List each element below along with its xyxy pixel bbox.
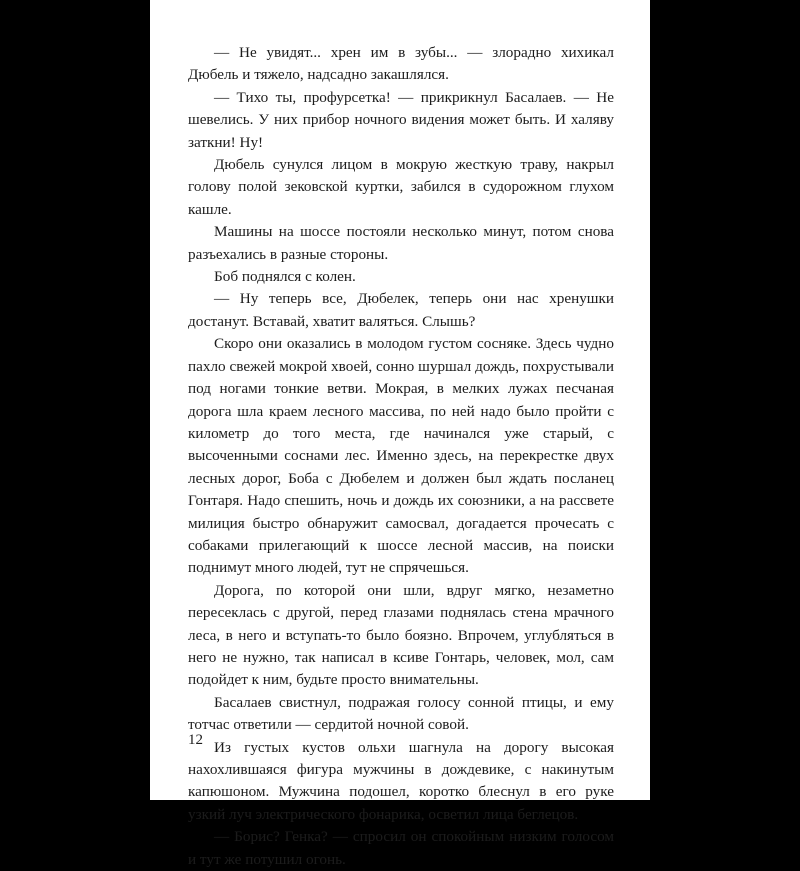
paragraph: — Не увидят... хрен им в зубы... — злорадно хихикал Дюбель и тяжело, надсадно закашлялся. bbox=[188, 44, 614, 84]
paragraph: Скоро они оказались в молодом густом сосняке. Здесь чудно пахло свежей мокрой хвоей, сонно шуршал дождь, похрустывали под ногами тонкие ветви. Мокрая, в мелких лужах песчаная дорога шла краем лесного массива, по ней надо было пройти с километр до того места, где начинался уже старый, с высоченными соснами лес. Именно здесь, на перекрестке двух лесных дорог, Боба с Дюбелем и должен был ждать посланец Гонтаря. Надо спешить, ночь и дождь их союзники, а на рассвете милиция быстро обнаружит самосвал, догадается прочесать с собаками прилегающий к шоссе лесной массив, на поиски поднимут много людей, тут не спрячешься. bbox=[188, 335, 614, 577]
paragraph: Из густых кустов ольхи шагнула на дорогу высокая нахохлившаяся фигура мужчины в дождевике, с накинутым капюшоном. Мужчина подошел, коротко блеснул в его руке узкий луч электрического фонарика, осветил лица беглецов. bbox=[188, 738, 614, 823]
page-body-text bbox=[188, 42, 614, 871]
paragraph: Дюбель сунулся лицом в мокрую жесткую траву, накрыл голову полой зековской куртки, забился в судорожном глухом кашле. bbox=[188, 156, 614, 218]
paragraph: — Борис? Генка? — спросил он спокойным низким голосом и тут же потушил огонь. bbox=[188, 828, 614, 868]
paragraph: Боб поднялся с колен. bbox=[214, 268, 356, 286]
paragraph: Дорога, по которой они шли, вдруг мягко, незаметно пересеклась с другой, перед глазами поднялась стена мрачного леса, в него и вступать-то было боязно. Впрочем, углубляться в него не нужно, так написал в ксиве Гонтарь, человек, мол, сам подойдет к ним, будьте просто внимательны. bbox=[188, 581, 614, 689]
paragraph: Машины на шоссе постояли несколько минут, потом снова разъехались в разные стороны. bbox=[188, 223, 614, 263]
page-number: 12 bbox=[188, 732, 203, 748]
paragraph: — Ну теперь все, Дюбелек, теперь они нас хренушки достанут. Вставай, хватит валяться. Слышь? bbox=[188, 290, 614, 330]
paragraph: Басалаев свистнул, подражая голосу сонной птицы, и ему тотчас ответили — сердитой ночной совой. bbox=[188, 693, 614, 734]
paragraph: — Тихо ты, профурсетка! — прикрикнул Басалаев. — Не шевелись. У них прибор ночного видения может быть. И халяву заткни! Ну! bbox=[188, 88, 614, 151]
